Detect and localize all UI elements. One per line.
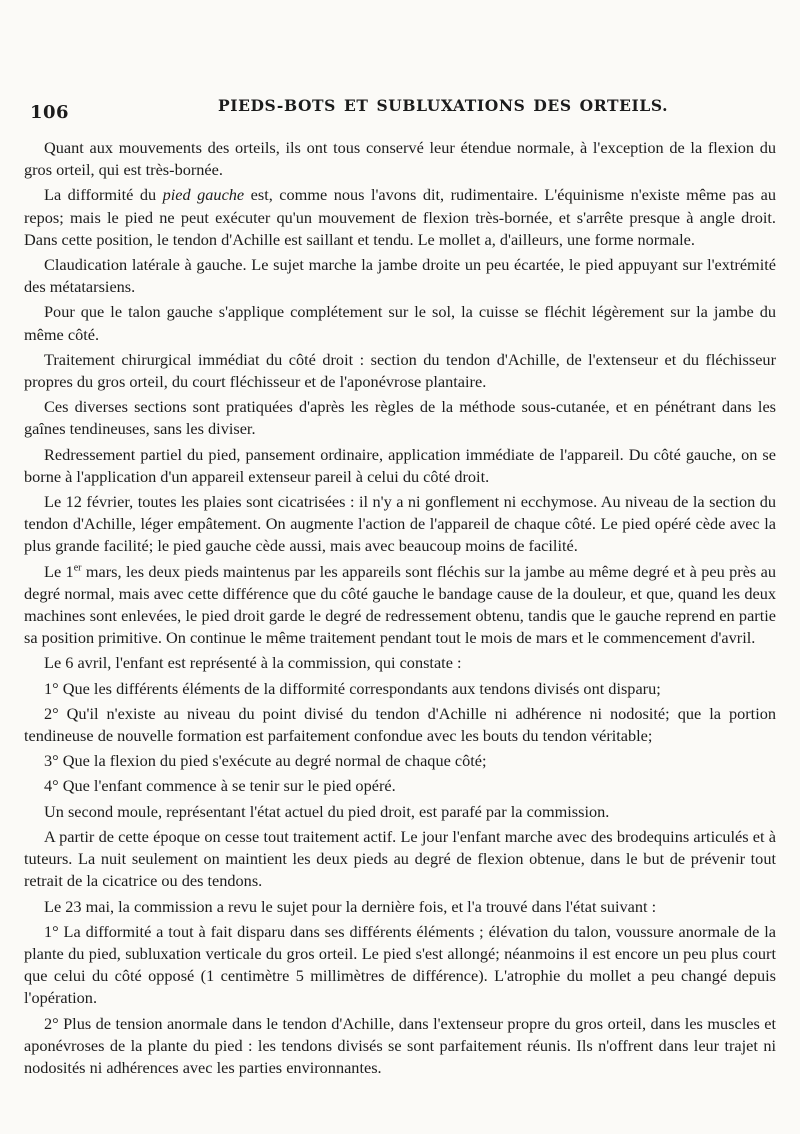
paragraph: Le 23 mai, la commission a revu le sujet pour la dernière fois, et l'a trouvé dans l'état suivant : <box>44 896 657 916</box>
paragraph: Le 12 février, toutes les plaies sont cicatrisées : il n'y a ni gonflement ni ecchymose. Au niveau de la section du tendon d'Achille, léger empâtement. On augmente l'action de l'appareil de chaque côté. Le pied opéré cède avec la plus grande facilité; le pied gauche cède aussi, mais avec beaucoup moins de facilité. <box>24 492 776 556</box>
text-run: La difformité du <box>44 185 163 205</box>
list-item: 2° Qu'il n'existe au niveau du point divisé du tendon d'Achille ni adhérence ni nodosité; que la portion tendineuse de nouvelle formation est parfaitement confondue avec les bouts du tendon véritable; <box>24 703 776 746</box>
text-run: est, comme nous l'avons dit, rudimentaire. L'équinisme n'existe même pas au repos; mais le pied ne peut exécuter qu'un mouvement de flexion très-bornée, et s'arrête presque à angle droit. Dans cette position, le tendon d'Achille est saillant et tendu. Le mollet a, d'ailleurs, une forme normale. <box>24 185 776 249</box>
italic-text: pied gauche <box>162 185 245 205</box>
paragraph: A partir de cette époque on cesse tout traitement actif. Le jour l'enfant marche avec des brodequins articulés et à tuteurs. La nuit seulement on maintient les deux pieds au degré de flexion obtenue, dans le but de prévenir tout retrait de la cicatrice ou des tendons. <box>24 826 776 891</box>
paragraph: Quant aux mouvements des orteils, ils ont tous conservé leur étendue normale, à l'exception de la flexion du gros orteil, qui est très-bornée. <box>24 138 776 180</box>
list-item: 4° Que l'enfant commence à se tenir sur le pied opéré. <box>44 776 396 796</box>
paragraph: Claudication latérale à gauche. Le sujet marche la jambe droite un peu écartée, le pied appuyant sur l'extrémité des métatarsiens. <box>24 255 776 297</box>
superscript: er <box>73 562 82 574</box>
page-number: 106 <box>30 102 70 123</box>
list-item: 1° La difformité a tout à fait disparu dans ses différents éléments ; élévation du talon, voussure anormale de la plante du pied, subluxation verticale du gros orteil. Le pied s'est allongé; néanmoins il est encore un peu plus court que celui du côté opposé (1 centimètre 5 millimètres de différence). L'atrophie du mollet a peu changé depuis l'opération. <box>24 921 776 1008</box>
paragraph: Ces diverses sections sont pratiquées d'après les règles de la méthode sous-cutanée, et en pénétrant dans les gaînes tendineuses, sans les diviser. <box>24 397 776 439</box>
paragraph <box>24 184 776 251</box>
text-run: mars, les deux pieds maintenus par les appareils sont fléchis sur la jambe au même degré et à peu près au degré normal, mais avec cette différence que du côté gauche le bandage cause de la douleur, et que, quand les deux machines sont enlevées, le pied droit garde le degré de redressement obtenu, tandis que le gauche reprend en partie sa position primitive. On continue le même traitement pendant tout le mois de mars et le commencement d'avril. <box>24 561 777 648</box>
paragraph: Traitement chirurgical immédiat du côté droit : section du tendon d'Achille, de l'extenseur et du fléchisseur propres du gros orteil, du court fléchisseur et de l'aponévrose plantaire. <box>24 349 776 392</box>
running-title: PIEDS-BOTS ET SUBLUXATIONS DES ORTEILS. <box>218 96 669 115</box>
paragraph: Pour que le talon gauche s'applique complétement sur le sol, la cuisse se fléchit légèrement sur la jambe du même côté. <box>24 302 776 344</box>
paragraph <box>24 561 776 650</box>
paragraph: Un second moule, représentant l'état actuel du pied droit, est parafé par la commission. <box>44 801 610 821</box>
paragraph: Redressement partiel du pied, pansement ordinaire, application immédiate de l'appareil. Du côté gauche, on se borne à l'application d'un appareil extenseur pareil à celui du côté droit. <box>24 444 776 486</box>
text-run: Le 1 <box>44 561 74 581</box>
list-item: 1° Que les différents éléments de la difformité correspondants aux tendons divisés ont disparu; <box>44 678 661 698</box>
list-item: 3° Que la flexion du pied s'exécute au degré normal de chaque côté; <box>44 751 487 771</box>
list-item: 2° Plus de tension anormale dans le tendon d'Achille, dans l'extenseur propre du gros orteil, dans les muscles et aponévroses de la plante du pied : les tendons divisés se sont parfaitement réunis. Ils n'offrent dans leur trajet ni nodosités ni adhérences avec les parties environnantes. <box>24 1013 776 1077</box>
paragraph: Le 6 avril, l'enfant est représenté à la commission, qui constate : <box>44 653 462 673</box>
body-text <box>24 137 776 1082</box>
